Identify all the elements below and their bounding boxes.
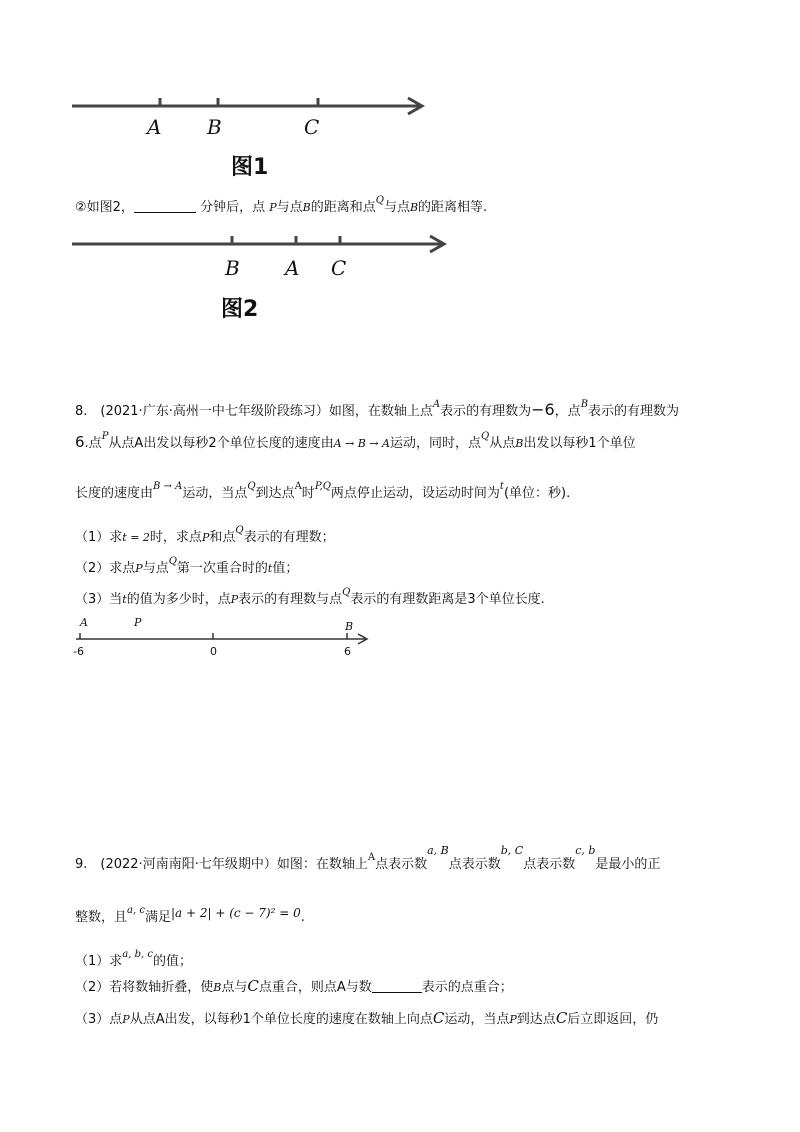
figure-3-label-p: P <box>134 616 142 629</box>
figure-2-label-b: B <box>225 256 240 280</box>
answer-blank[interactable] <box>134 200 196 213</box>
answer-blank-2[interactable] <box>372 980 422 993</box>
q8-sub-3: （3）当t的值为多少时，点P表示的有理数与点$^Q$表示的有理数距离是3个单位长度. <box>75 587 545 607</box>
q9-sub-2: （2）若将数轴折叠，使B点与C点重合，则点A与数 表示的点重合； <box>75 977 513 995</box>
q8-sub-1: （1）求t = 2时，求点P和点$^Q$表示的有理数； <box>75 525 335 545</box>
q9-line-1: 9. (2022·河南南阳·七年级期中）如图：在数轴上$^A$点表示数$^{a, B}$点表示数$^{b, C}$点表示数$^{c, b}$是最小的正 <box>75 844 661 872</box>
figure-1-number-line <box>60 90 440 140</box>
q8-line-1: 8. (2021·广东·高州一中七年级阶段练习）如图，在数轴上点$^A$表示的有理数为−6，点$^B$表示的有理数为 <box>75 399 680 419</box>
figure-1-caption: 图1 <box>231 155 269 180</box>
q9-line-2: 整数，且$^{a, c}$满足|a + 2| + (c − 7)² = 0. <box>75 905 305 925</box>
q8-line-2: 6.点$^P$从点A出发以每秒2个单位长度的速度由A → B → A运动，同时，点$^Q$从点B出发以每秒1个单位 <box>75 431 636 451</box>
figure-1-label-b: B <box>207 115 222 139</box>
figure-3-number-line <box>70 628 380 658</box>
figure-2-caption: 图2 <box>221 297 259 322</box>
figure-3-label-a: A <box>80 616 88 629</box>
part-2-question: ②如图2， 分钟后，点 P与点B的距离和点$^Q$与点B的距离相等. <box>75 195 488 215</box>
figure-3-tick-0: 0 <box>210 645 217 658</box>
figure-3-tick-6: 6 <box>344 645 351 658</box>
figure-3-tick-neg6: -6 <box>73 645 84 658</box>
figure-1-label-a: A <box>147 115 162 139</box>
q9-sub-1: （1）求$^{a, b, c}$的值； <box>75 949 192 969</box>
q8-sub-2: （2）求点P与点$^Q$第一次重合时的t值； <box>75 556 299 576</box>
figure-3-label-b: B <box>345 620 354 633</box>
figure-2-label-a: A <box>285 256 300 280</box>
figure-2-label-c: C <box>331 256 347 280</box>
figure-2-number-line <box>60 228 460 268</box>
q9-sub-3: （3）点P从点A出发，以每秒1个单位长度的速度在数轴上向点C运动，当点P到达点C后立即返回，仍 <box>75 1009 659 1027</box>
q8-line-3: 长度的速度由$^{B \to A}$运动，当点$^Q$到达点$^A$时$^{P,Q}$两点停止运动，设运动时间为$^t$(单位：秒). <box>75 481 571 501</box>
figure-1-label-c: C <box>304 115 320 139</box>
